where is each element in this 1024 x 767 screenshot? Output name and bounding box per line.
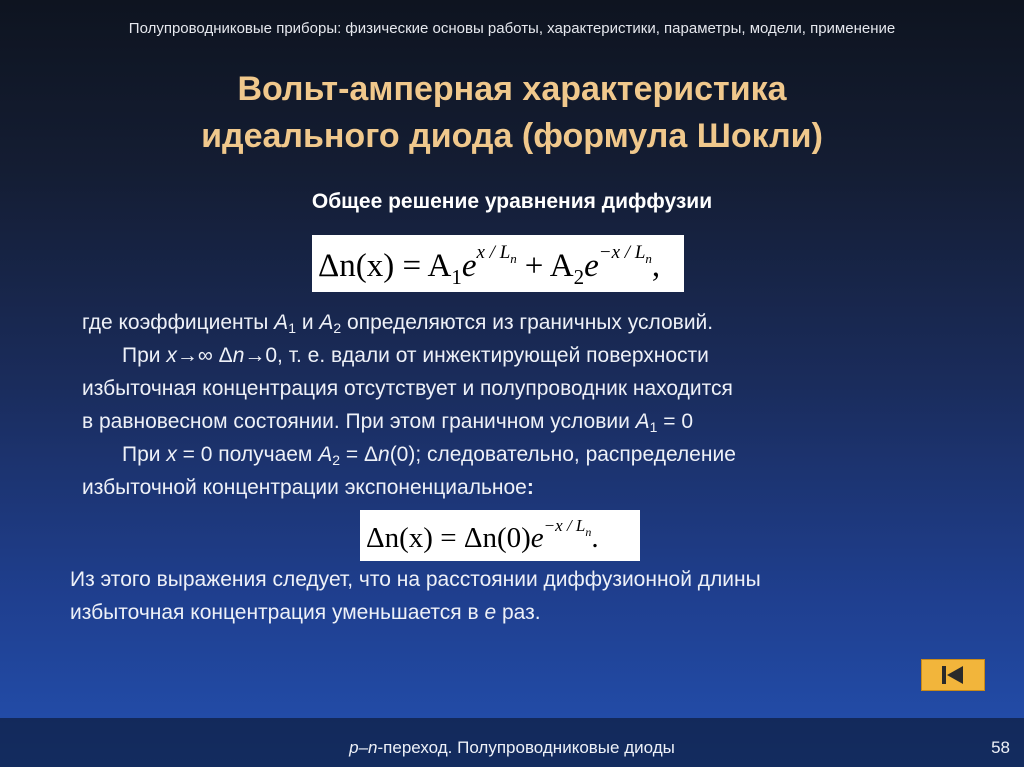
conclusion-paragraph <box>70 563 761 629</box>
diffusion-general-solution-formula <box>312 235 684 292</box>
section-subtitle: Общее решение уравнения диффузии <box>311 190 713 213</box>
p2-line-1: При x→∞ Δn→0, т. е. вдали от инжектирующей поверхности <box>122 344 709 367</box>
f1-exp2: −x / L <box>598 242 646 263</box>
f2-tail: . <box>591 522 599 554</box>
exponential-distribution-formula <box>360 510 640 561</box>
svg-text:Δn(x) = Δn(0)e−x / Ln. <box>366 516 599 554</box>
distribution-paragraph <box>82 438 736 504</box>
title-line-1: Вольт-амперная характеристика <box>237 70 787 108</box>
boundary-condition-paragraph <box>82 339 733 438</box>
svg-text:Δn(x) = A1ex / Ln+ A2e−x / Ln, <box>318 242 660 289</box>
f1-sub2: 2 <box>573 265 585 289</box>
f1-e2: e <box>584 248 599 284</box>
f1-lhs: Δn(x) = A <box>318 248 452 284</box>
p4-line-1: Из этого выражения следует, что на расстоянии диффузионной длины <box>70 568 761 591</box>
presentation-header: Полупроводниковые приборы: физические основы работы, характеристики, параметры, модели, применение <box>128 20 896 37</box>
title-line-2: идеального диода (формула Шокли) <box>201 117 823 155</box>
f2-exp: −x / L <box>543 516 586 535</box>
f1-plus-a: + A <box>524 248 574 284</box>
p2-line-2: избыточная концентрация отсутствует и полупроводник находится <box>82 377 733 400</box>
coefficients-paragraph: где коэффициенты $A_1$ и $A_2$ определяются из граничных условий. <box>82 311 714 336</box>
page-number: 58 <box>991 738 1010 757</box>
p3-line-2: избыточной концентрации экспоненциальное: <box>82 476 534 499</box>
footer-caption: p–n-переход. Полупроводниковые диоды <box>349 738 675 757</box>
f1-tail: , <box>651 248 661 284</box>
skip-to-first-icon <box>922 660 984 690</box>
f2-exp-sub: n <box>585 525 592 539</box>
f1-sub1: 1 <box>451 265 462 289</box>
p3-line-1: При x = 0 получаем $A_2 = \Delta n(0)$; следовательно, распределение <box>122 443 736 468</box>
f1-exp1-sub: n <box>510 251 517 266</box>
p2-line-3: в равновесном состоянии. При этом граничном условии $A_1 = 0$ <box>82 410 694 435</box>
f1-e1: e <box>461 248 477 284</box>
f1-exp1: x / L <box>476 242 511 263</box>
p4-line-2: избыточная концентрация уменьшается в e раз. <box>70 601 541 624</box>
f1-exp2-sub: n <box>645 251 652 266</box>
slide-title <box>0 66 1024 160</box>
f2-e: e <box>530 522 544 554</box>
first-slide-button[interactable] <box>921 659 985 691</box>
f2-lhs: Δn(x) = Δn(0) <box>366 522 531 554</box>
